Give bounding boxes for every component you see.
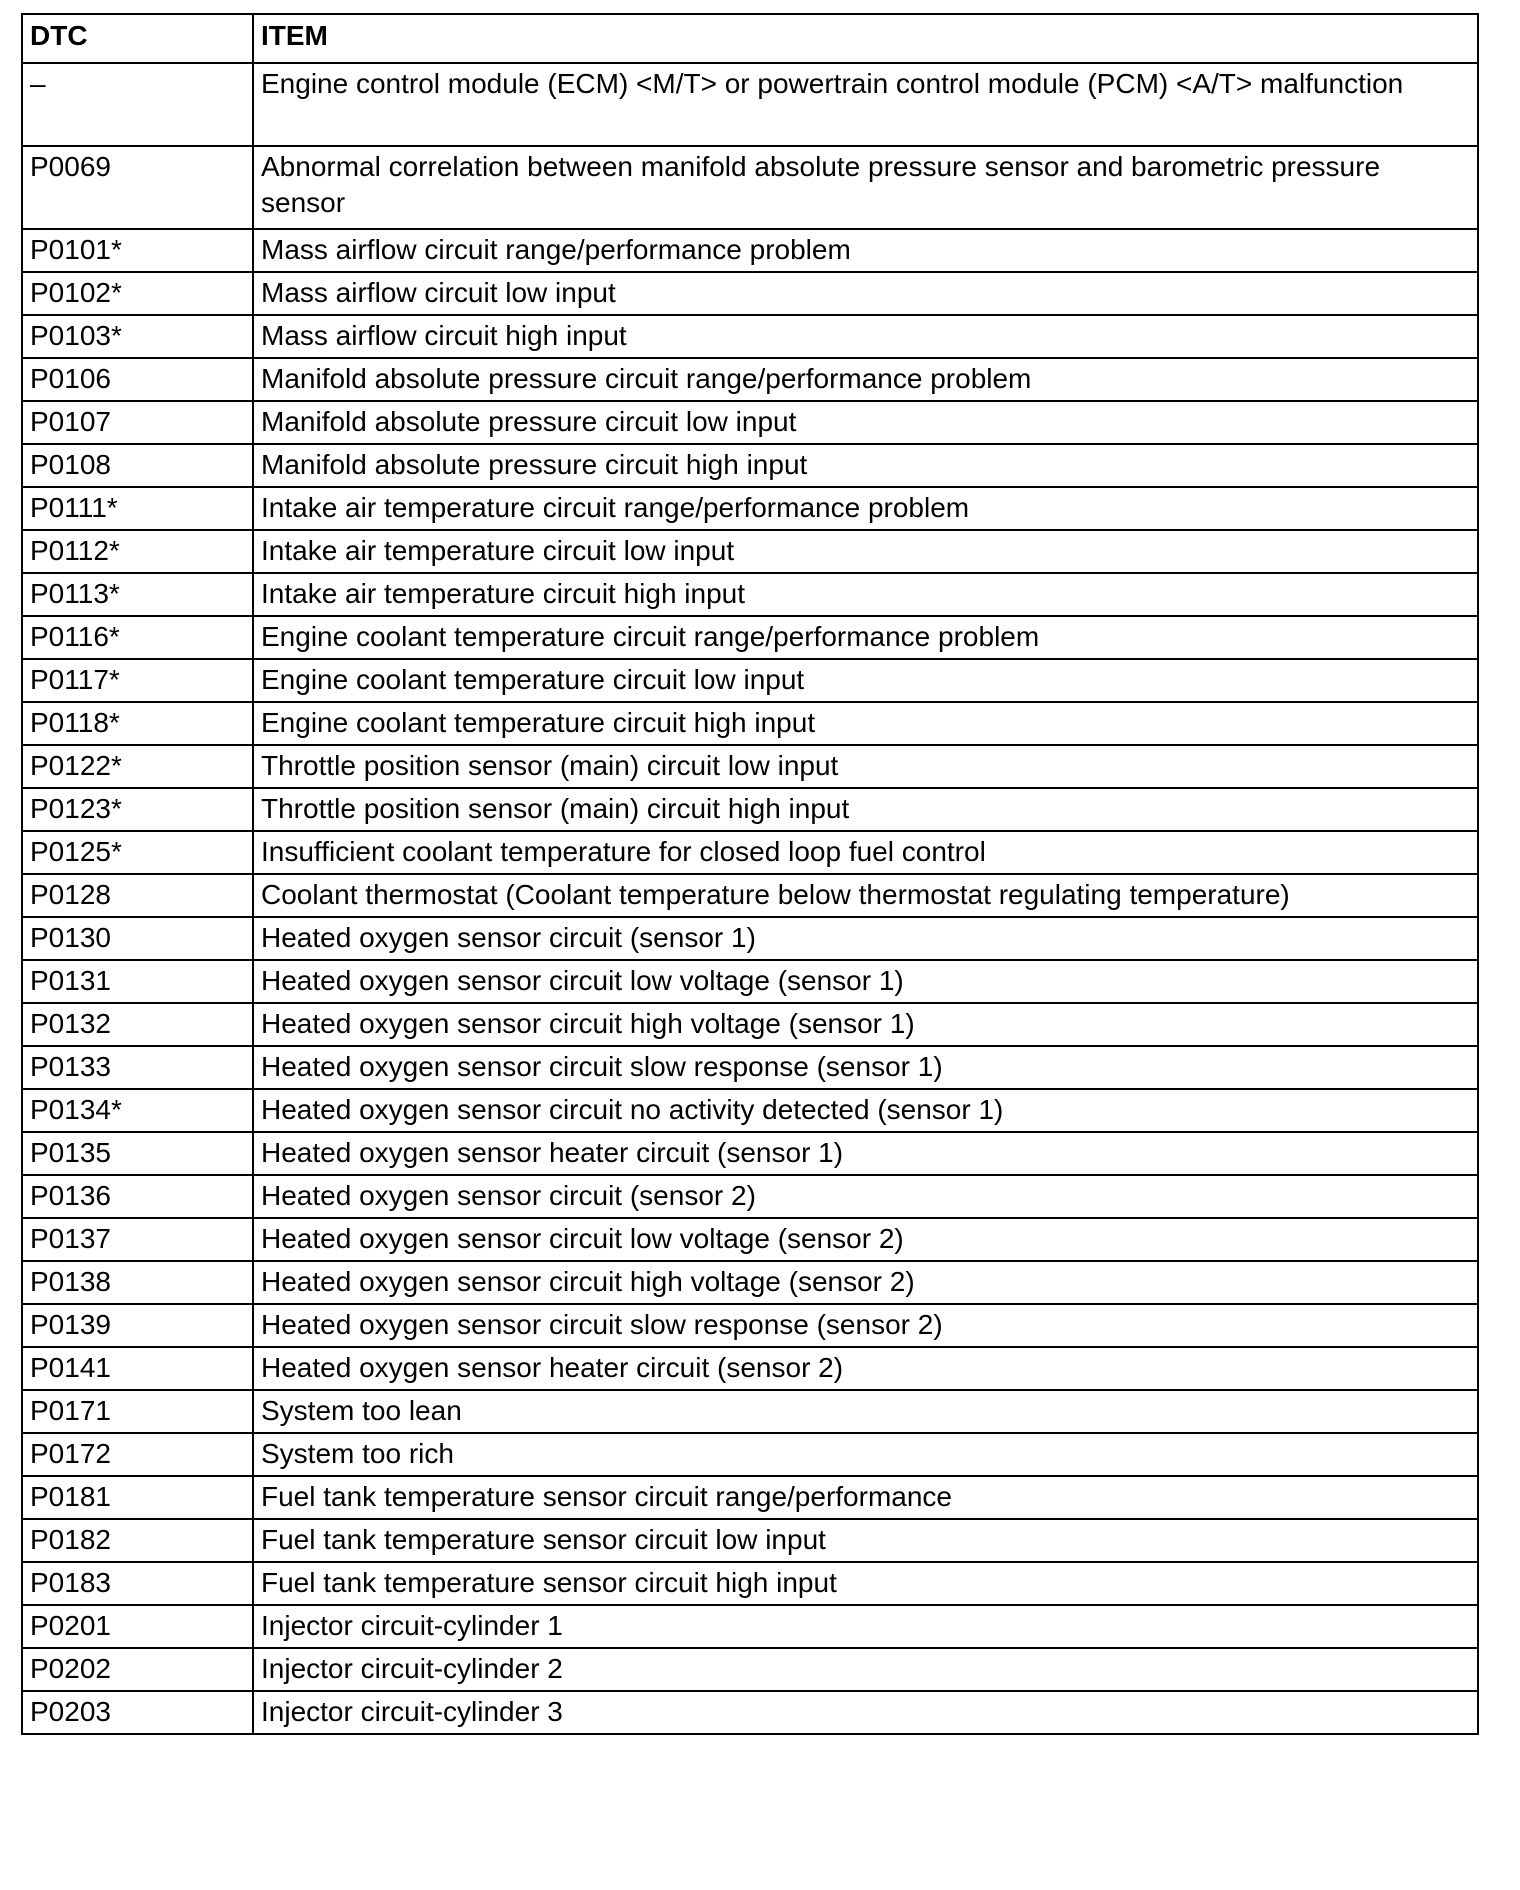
table-row	[22, 1433, 1478, 1476]
table-row	[22, 315, 1478, 358]
table-row	[22, 487, 1478, 530]
dtc-code-cell: P0139	[22, 1304, 253, 1347]
dtc-item-cell: Engine control module (ECM) <M/T> or powertrain control module (PCM) <A/T> malfunction	[253, 63, 1478, 146]
dtc-code-cell: –	[22, 63, 253, 146]
table-row	[22, 616, 1478, 659]
dtc-code-cell: P0118*	[22, 702, 253, 745]
dtc-code-cell: P0123*	[22, 788, 253, 831]
dtc-item-cell: Mass airflow circuit low input	[253, 272, 1478, 315]
dtc-item-cell: Mass airflow circuit high input	[253, 315, 1478, 358]
table-row	[22, 1347, 1478, 1390]
table-row	[22, 63, 1478, 146]
table-row	[22, 745, 1478, 788]
table-row	[22, 1003, 1478, 1046]
dtc-code-cell: P0108	[22, 444, 253, 487]
table-row	[22, 1218, 1478, 1261]
dtc-item-cell: Injector circuit-cylinder 2	[253, 1648, 1478, 1691]
table-row	[22, 573, 1478, 616]
dtc-code-cell: P0134*	[22, 1089, 253, 1132]
table-row	[22, 444, 1478, 487]
table-row	[22, 146, 1478, 229]
dtc-item-cell: Injector circuit-cylinder 3	[253, 1691, 1478, 1734]
dtc-item-cell: Manifold absolute pressure circuit range/performance problem	[253, 358, 1478, 401]
dtc-code-cell: P0172	[22, 1433, 253, 1476]
table-body	[22, 63, 1478, 1734]
dtc-item-cell: Fuel tank temperature sensor circuit range/performance	[253, 1476, 1478, 1519]
dtc-code-cell: P0136	[22, 1175, 253, 1218]
dtc-code-cell: P0137	[22, 1218, 253, 1261]
dtc-code-cell: P0133	[22, 1046, 253, 1089]
table-row	[22, 1304, 1478, 1347]
table-row	[22, 1691, 1478, 1734]
dtc-item-cell: Abnormal correlation between manifold absolute pressure sensor and barometric pressure sensor	[253, 146, 1478, 229]
dtc-code-cell: P0106	[22, 358, 253, 401]
table-row	[22, 659, 1478, 702]
table-row	[22, 917, 1478, 960]
dtc-code-cell: P0113*	[22, 573, 253, 616]
dtc-code-cell: P0203	[22, 1691, 253, 1734]
dtc-code-cell: P0130	[22, 917, 253, 960]
table-row	[22, 358, 1478, 401]
table-row	[22, 272, 1478, 315]
dtc-item-cell: Fuel tank temperature sensor circuit low input	[253, 1519, 1478, 1562]
dtc-code-cell: P0171	[22, 1390, 253, 1433]
table-row	[22, 1089, 1478, 1132]
dtc-code-cell: P0122*	[22, 745, 253, 788]
dtc-item-cell: Intake air temperature circuit low input	[253, 530, 1478, 573]
dtc-item-cell: Heated oxygen sensor circuit slow response (sensor 1)	[253, 1046, 1478, 1089]
dtc-item-cell: Heated oxygen sensor circuit no activity detected (sensor 1)	[253, 1089, 1478, 1132]
dtc-item-cell: Engine coolant temperature circuit range/performance problem	[253, 616, 1478, 659]
dtc-item-cell: Heated oxygen sensor circuit high voltage (sensor 1)	[253, 1003, 1478, 1046]
table-row	[22, 1476, 1478, 1519]
dtc-code-cell: P0202	[22, 1648, 253, 1691]
dtc-item-cell: Heated oxygen sensor circuit (sensor 2)	[253, 1175, 1478, 1218]
dtc-code-cell: P0132	[22, 1003, 253, 1046]
table-row	[22, 874, 1478, 917]
header-item: ITEM	[253, 14, 1478, 63]
dtc-item-cell: Intake air temperature circuit high input	[253, 573, 1478, 616]
table-row	[22, 1605, 1478, 1648]
table-row	[22, 229, 1478, 272]
dtc-item-cell: Heated oxygen sensor circuit slow response (sensor 2)	[253, 1304, 1478, 1347]
dtc-item-cell: Heated oxygen sensor circuit low voltage (sensor 2)	[253, 1218, 1478, 1261]
dtc-code-cell: P0141	[22, 1347, 253, 1390]
dtc-item-cell: Engine coolant temperature circuit high input	[253, 702, 1478, 745]
table-row	[22, 702, 1478, 745]
dtc-code-cell: P0107	[22, 401, 253, 444]
dtc-item-cell: Manifold absolute pressure circuit low input	[253, 401, 1478, 444]
dtc-code-cell: P0102*	[22, 272, 253, 315]
dtc-code-cell: P0069	[22, 146, 253, 229]
dtc-code-cell: P0131	[22, 960, 253, 1003]
dtc-code-cell: P0125*	[22, 831, 253, 874]
dtc-code-cell: P0103*	[22, 315, 253, 358]
dtc-item-cell: Mass airflow circuit range/performance problem	[253, 229, 1478, 272]
table-row	[22, 401, 1478, 444]
dtc-item-cell: Heated oxygen sensor circuit low voltage (sensor 1)	[253, 960, 1478, 1003]
dtc-item-cell: Heated oxygen sensor circuit (sensor 1)	[253, 917, 1478, 960]
dtc-code-cell: P0201	[22, 1605, 253, 1648]
dtc-item-cell: Insufficient coolant temperature for closed loop fuel control	[253, 831, 1478, 874]
dtc-code-cell: P0116*	[22, 616, 253, 659]
dtc-code-cell: P0112*	[22, 530, 253, 573]
dtc-item-cell: Intake air temperature circuit range/performance problem	[253, 487, 1478, 530]
dtc-item-cell: System too rich	[253, 1433, 1478, 1476]
dtc-code-cell: P0183	[22, 1562, 253, 1605]
table-row	[22, 1562, 1478, 1605]
dtc-item-cell: Injector circuit-cylinder 1	[253, 1605, 1478, 1648]
table-row	[22, 1648, 1478, 1691]
dtc-code-cell: P0182	[22, 1519, 253, 1562]
dtc-code-cell: P0128	[22, 874, 253, 917]
dtc-table	[21, 13, 1479, 1735]
dtc-code-cell: P0101*	[22, 229, 253, 272]
dtc-code-cell: P0135	[22, 1132, 253, 1175]
table-row	[22, 788, 1478, 831]
dtc-item-cell: Heated oxygen sensor heater circuit (sensor 2)	[253, 1347, 1478, 1390]
dtc-item-cell: Fuel tank temperature sensor circuit high input	[253, 1562, 1478, 1605]
dtc-code-cell: P0181	[22, 1476, 253, 1519]
table-row	[22, 1046, 1478, 1089]
dtc-item-cell: Engine coolant temperature circuit low input	[253, 659, 1478, 702]
dtc-item-cell: Throttle position sensor (main) circuit low input	[253, 745, 1478, 788]
table-row	[22, 831, 1478, 874]
dtc-item-cell: System too lean	[253, 1390, 1478, 1433]
dtc-code-cell: P0117*	[22, 659, 253, 702]
dtc-item-cell: Heated oxygen sensor heater circuit (sensor 1)	[253, 1132, 1478, 1175]
header-row	[22, 14, 1478, 63]
dtc-item-cell: Coolant thermostat (Coolant temperature below thermostat regulating temperature)	[253, 874, 1478, 917]
dtc-code-cell: P0111*	[22, 487, 253, 530]
table-row	[22, 960, 1478, 1003]
table-row	[22, 1132, 1478, 1175]
dtc-item-cell: Heated oxygen sensor circuit high voltage (sensor 2)	[253, 1261, 1478, 1304]
dtc-item-cell: Throttle position sensor (main) circuit high input	[253, 788, 1478, 831]
table-row	[22, 1175, 1478, 1218]
table-row	[22, 530, 1478, 573]
dtc-item-cell: Manifold absolute pressure circuit high input	[253, 444, 1478, 487]
table-row	[22, 1261, 1478, 1304]
table-row	[22, 1519, 1478, 1562]
dtc-code-cell: P0138	[22, 1261, 253, 1304]
table-row	[22, 1390, 1478, 1433]
header-dtc: DTC	[22, 14, 253, 63]
